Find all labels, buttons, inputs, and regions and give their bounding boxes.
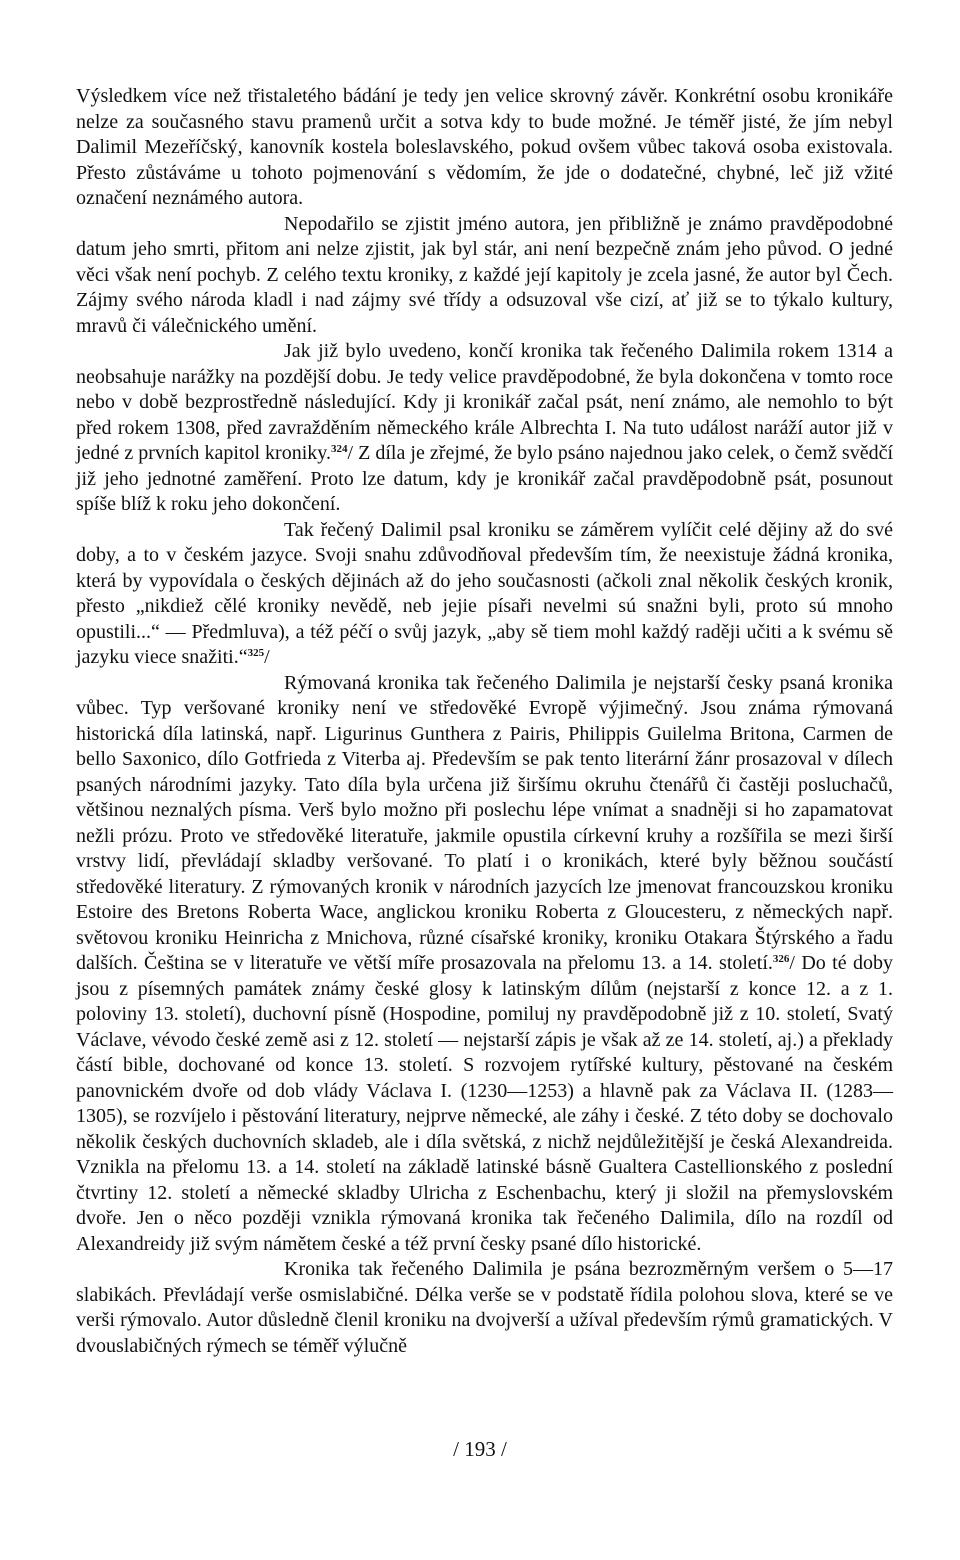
paragraph-4 <box>76 518 893 671</box>
paragraph-4-text: Tak řečený Dalimil psal kroniku se záměrem vylíčit celé dějiny až do své doby, a to v českém jazyce. Svoji snahu zdůvodňoval především tím, že neexistuje žádná kronika, která by vypovídala o českých dějinách až do jeho současnosti (ačkoli znal několik českých kronik, přesto „nikdiež cělé kroniky nevědě, neb jejie písaři nevelmi sú snažni byli, proto sú mnoho opustili...“ — Předmluva), a též péčí o svůj jazyk, „aby sě tiem mohl každý raději učiti a k svému sě jazyku viece snažiti.“ <box>76 518 893 668</box>
text-column <box>76 84 893 1359</box>
footnote-ref-324: 324 <box>330 443 348 455</box>
paragraph-1 <box>76 84 893 212</box>
page-number: / 193 / <box>453 1437 507 1461</box>
paragraph-3 <box>76 339 893 518</box>
paragraph-1-text: Výsledkem více než třistaletého bádání je tedy jen velice skrovný závěr. Konkrétní osobu kronikáře nelze za současného stavu pramenů určit a sotva kdy to bude možné. Je téměř jisté, že jím nebyl Dalimil Mezeříčský, kanovník kostela boleslavského, pokud ovšem vůbec taková osoba existovala. Přesto zůstáváme u tohoto pojmenování s vědomím, že jde o dodatečné, chybné, leč již vžité označení neznámého autora. <box>76 85 893 209</box>
paragraph-4-text-cont: / <box>264 646 270 668</box>
paragraph-5-text: Rýmovaná kronika tak řečeného Dalimila je nejstarší česky psaná kronika vůbec. Typ veršované kroniky není ve středověké Evropě výjimečný. Jsou známa rýmovaná historická díla latinská, např. Ligurinus Gunthera z Pairis, Philippis Guilelma Britona, Carmen de bello Saxonico, dílo Gotfrieda z Viterba aj. Především se pak tento literární žánr prosazoval v dílech psaných národními jazyky. Tato díla byla určena již širšímu okruhu čtenářů či častěji posluchačů, většinou neznalých písma. Verš bylo možno při poslechu lépe vnímat a snadněji si ho zapamatovat nežli prózu. Proto ve středověké literatuře, jakmile opustila církevní kruhy a rozšířila se mezi širší vrstvy lidí, převládají skladby veršované. To platí i o kronikách, které byly běžnou součástí středověké literatury. Z rýmovaných kronik v národních jazycích lze jmenovat francouzskou kroniku Estoire des Bretons Roberta Wace, anglickou kroniku Roberta z Gloucesteru, z německých např. světovou kroniku Heinricha z Mnichova, různé císařské kroniky, kroniku Otakara Štýrského a řadu dalších. Čeština se v literatuře ve větší míře prosazovala na přelomu 13. a 14. století. <box>76 671 893 974</box>
footnote-ref-326: 326 <box>772 953 790 965</box>
paragraph-6-text: Kronika tak řečeného Dalimila je psána bezrozměrným veršem o 5—17 slabikách. Převládají verše osmislabičné. Délka verše se v podstatě řídila polohou slova, které se ve verši rýmovalo. Autor důsledně členil kroniku na dvojverší a užíval především rýmů gramatických. V dvouslabičných rýmech se téměř výlučně <box>76 1258 893 1357</box>
paragraph-2-text: Nepodařilo se zjistit jméno autora, jen přibližně je známo pravděpodobné datum jeho smrti, přitom ani nelze zjistit, jak byl stár, ani není bezpečně znám jeho původ. O jedné věci však není pochyb. Z celého textu kroniky, z každé její kapitoly je zcela jasné, že autor byl Čech. Zájmy svého národa kladl i nad zájmy své třídy a odsuzoval vše cizí, ať již se to týkalo kultury, mravů či válečnického umění. <box>76 212 893 337</box>
paragraph-3-text: Jak již bylo uvedeno, končí kronika tak řečeného Dalimila rokem 1314 a neobsahuje narážky na pozdější dobu. Je tedy velice pravděpodobné, že byla dokončena v tomto roce nebo v době bezprostředně následující. Kdy ji kronikář začal psát, není známo, ale nemohlo to být před rokem 1308, před zavražděním německého krále Albrechta I. Na tuto událost naráží autor již v jedné z prvních kapitol kroniky. <box>76 340 893 464</box>
paragraph-5 <box>76 671 893 1258</box>
paragraph-5-text-cont: / Do té doby jsou z písemných památek známy české glosy k latinským dílům (nejstarší z konce 12. a z 1. poloviny 13. století), duchovní písně (Hospodine, pomiluj ny pravděpodobně již z 10. století, Svatý Václave, vévodo české země asi z 12. století — nejstarší zápis je však až ze 14. století, aj.) a překlady částí bible, dochované od konce 13. století. S rozvojem rytířské kultury, pěstované na českém panovnickém dvoře od dob vlády Václava I. (1230—1253) a hlavně pak za Václava II. (1283—1305), se rozvíjelo i pěstování literatury, nejprve německé, ale záhy i české. Z této doby se dochovalo několik českých duchovních skladeb, ale i díla světská, z nichž nejdůležitější je česká Alexandreida. Vznikla na přelomu 13. a 14. století na základě latinské básně Gualtera Castellionského z poslední čtvrtiny 12. století a německé skladby Ulricha z Eschenbachu, který ji složil na přemyslovském dvoře. Jen o něco později vznikla rýmovaná kronika tak řečeného Dalimila, dílo na rozdíl od Alexandreidy již svým námětem české a též první česky psané dílo historické. <box>76 952 893 1255</box>
paragraph-2 <box>76 212 893 340</box>
paragraph-3-text-cont: / Z díla je zřejmé, že bylo psáno najednou jako celek, o čemž svědčí již jeho jednotné zaměření. Proto lze datum, kdy je kronikář začal pravděpodobně psát, posunout spíše blíž k roku jeho dokončení. <box>76 442 893 515</box>
footnote-ref-325: 325 <box>247 647 265 659</box>
paragraph-6 <box>76 1257 893 1359</box>
